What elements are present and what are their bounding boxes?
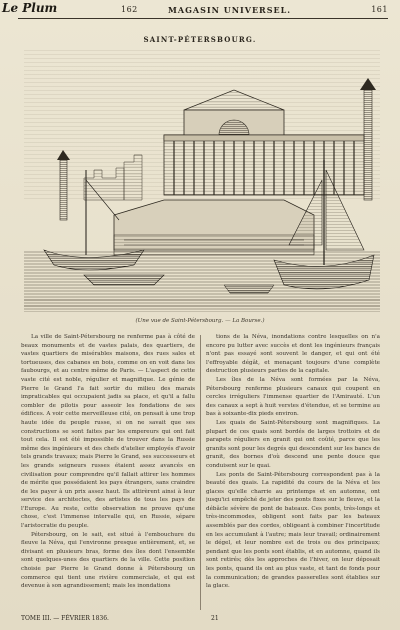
column-divider [200,335,201,610]
paragraph: Pétersbourg, on le sait, est situé à l'embouchure du fleuve la Néva, qui l'environne presque entièrement, et, se divisant en plusieurs bras, forme des îles dont l'ensemble sont quelques-unes des quartiers de la ville. Cette position choisie par Pierre le Grand donne à Pétersbourg un commerce qui tient une rivière commerciale, et qui est devenue à son agrandissement; mais les inondations [21,531,195,590]
text-column-left [21,333,195,613]
paragraph: tions de la Néva, inondations contre lesquelles on n'a encore pu lutter avec succès et dont les ingénieurs français n'ont pas essayé sont souvent le danger, et qui ont été l'effroyable dégât, et menaçant toujours d'une complète destruction plusieurs parties de la capitale. [206,334,380,375]
bourse-engraving [24,50,380,312]
footer-signature: 21 [211,615,219,622]
header-rule [18,18,388,19]
text-column-right [206,333,380,613]
paragraph: Les îles de la Néva sont formées par la Néva, Pétersbourg renferme plusieurs canaux qui coupent en cercles irréguliers l'immense quartier de l'Amirauté. L'un des canaux a sept à huit verstes d'étendue, et se termine au bas à soixante-dix pieds environ. [206,376,380,418]
page-footer [21,615,381,625]
page-number-left: 162 [121,5,138,14]
logo: Le Plum [2,1,58,15]
paragraph: Les ponts de Saint-Pétersbourg correspondent pas à la beauté des quais. La rapidité du cours de la Néva et les glaces qu'elle charrie au printemps et en automne, ont jusqu'ici empêché de jeter des ponts fixes sur le fleuve, et la débâcle sévère de pont de bateaux. Ces ponts, très-longs et très-incommodes, obligent sont faits par les bateaux assemblés par des cordes, obligeant à combiner l'incertitude en les accumulant à l'autre; mais leur travail; ordinairement le dégel, et leur nombre est de trois ou des principaux; pendant que les ponts sont établis, et en automne, quand ils sont retirés; dès les approches de l'hiver, on leur déposait les ponts, quand ils ont au plus vaste, et tant de fonds pour la communication; de grandes passerelles sont établies sur la glace. [206,471,380,590]
illustration-caption: (Une vue de Saint-Pétersbourg. — La Bourse.) [135,318,265,324]
paragraph: Les quais de Saint-Pétersbourg sont magnifiques. La plupart de ces quais sont bordés de larges trottoirs et de parapets réguliers en granit qui ont coûté, parce que les granits sont pour les degrés qui descendent sur les bancs de granit, des bornes d'où descend une pente douce que conduisent sur le quai. [206,419,380,469]
magazine-title: MAGASIN UNIVERSEL. [168,5,291,15]
paragraph: La ville de Saint-Pétersbourg ne renferme pas à côté de beaux monuments et de vastes palais, des quartiers, de vastes quartiers de misérables maisons, des rues sales et tortueuses, des cabanes en bois, comme on en voit dans les faubourgs, et au centre même de Paris. — L'aspect de cette vaste cité est noble, régulier et magnifique. Le génie de Pierre le Grand l'a fait sortir du milieu des marais impraticables qui occupaient jadis sa place, et qu'il a fallu combler de pilotis pour asseoir les fondations de ses édifices. A voir cette merveilleuse cité, on pensait à une trop haute idée du peuple russe, si on ne savait que ses constructions se sont faites par les empereurs qui ont fait tout cela. Il est été impossible de trouver dans la Russie même des ingénieurs et des chefs d'atelier employés d'avoir tels grands travaux; mais Pierre le Grand, ses successeurs et les grands seigneurs russes étaient assez avancés en civilisation pour comprendre qu'il fallait attirer les hommes de mérite que possédaient les pays étrangers, sans craindre de les payer à un prix assez haut. Ils attirèrent ainsi à leur service des architectes, des artistes de tous les pays de l'Europe. Au reste, cette observation ne prouve qu'une chose, c'est l'immense intervalle qui, en Russie, sépare l'aristocratie du peuple. [21,334,195,530]
page-header [2,1,388,18]
page-number-right: 161 [371,5,388,14]
article-title: SAINT-PÉTERSBOURG. [143,35,257,44]
engraving-illustration [24,50,380,312]
footer-volume: TOME III. — FÉVRIER 1836. [21,615,109,622]
